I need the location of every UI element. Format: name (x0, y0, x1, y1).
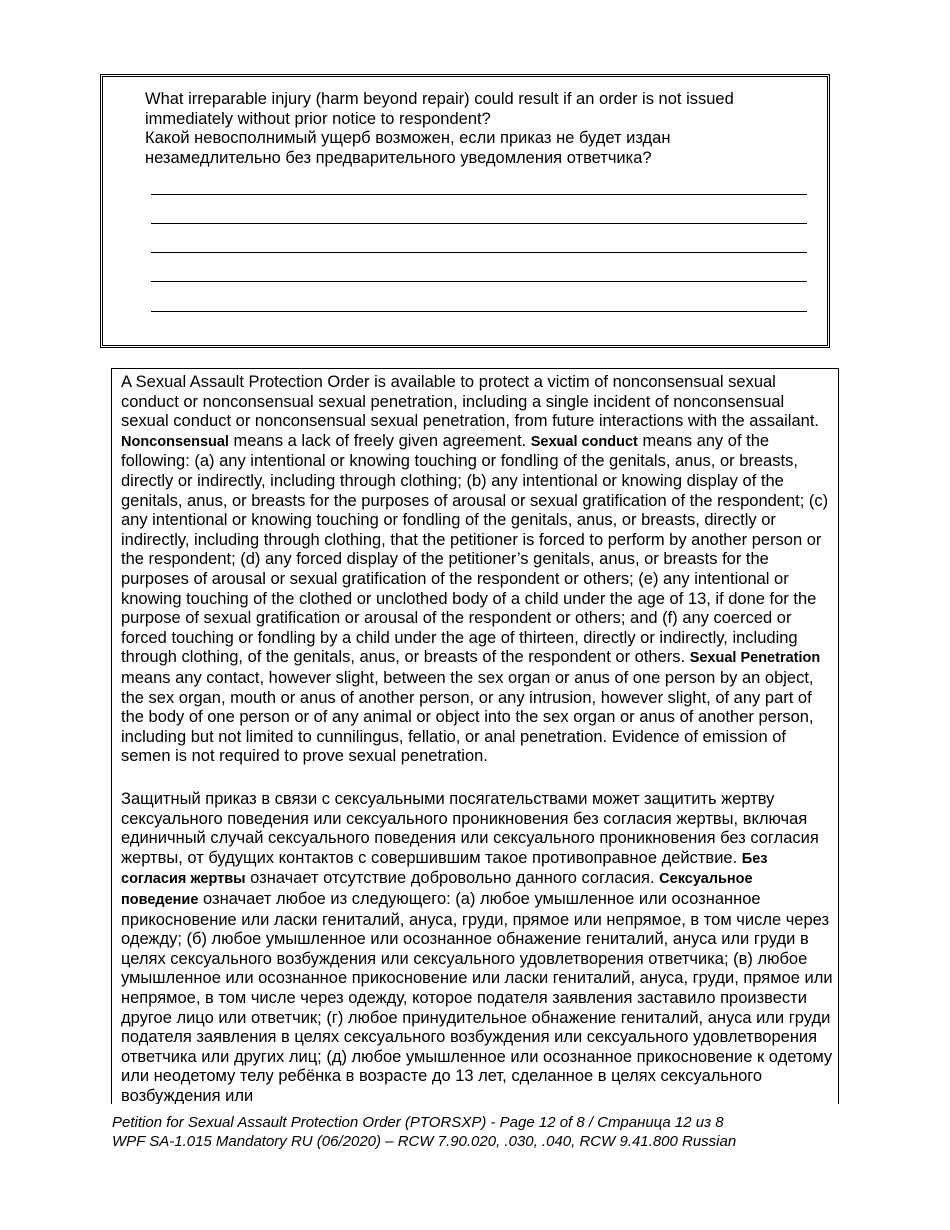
answer-line-5[interactable] (151, 311, 807, 312)
answer-line-2[interactable] (151, 223, 807, 224)
definition-nonconsensual: means a lack of freely given agreement. (228, 431, 531, 450)
definition-sexual-conduct-ru: означает любое из следующего: (а) любое умышленное или осознанное прикосновение или ласки гениталий, ануса, груди, прямое или непрямое, в том числе через одежду; (б) любое умышленное или осознанное обнажение гениталий, ануса или груди в целях сексуального возбуждения или сексуального удовлетворения ответчика; (в) любое умышленное или осознанное прикосновение или ласки гениталий, ануса, груди, прямое или непрямое, в том числе через одежду, которое подателя заявления заставило произвести другое лицо или ответчик; (г) любое принудительное обнажение гениталий, ануса или груди подателя заявления в целях сексуального возбуждения или сексуального удовлетворения ответчика или других лиц; (д) любое умышленное или осознанное прикосновение к одетому или неодетому телу ребёнка в возрасте до 13 лет, сделанное в целях сексуального возбуждения или (121, 889, 833, 1104)
term-nonconsent-ru: Без согласия жертвы (121, 850, 768, 888)
definitions-box (111, 368, 839, 1104)
answer-line-3[interactable] (151, 252, 807, 253)
answer-line-1[interactable] (151, 194, 807, 195)
injury-question-en: What irreparable injury (harm beyond repair) could result if an order is not issued immediately without prior notice to respondent? (145, 90, 734, 128)
definition-sexual-penetration: means any contact, however slight, between the sex organ or anus of one person by an object, the sex organ, mouth or anus of another person, or any intrusion, however slight, of any part of the body of one person or of any animal or object into the sex organ or anus of another person, including but not limited to cunnilingus, fellatio, or anal penetration. Evidence of emission of semen is not required to prove sexual penetration. (121, 668, 814, 766)
term-nonconsensual: Nonconsensual (121, 433, 229, 450)
footer-form-code: WPF SA-1.015 Mandatory RU (06/2020) – RCW 7.90.020, .030, .040, RCW 9.41.800 Russian (112, 1132, 737, 1150)
footer-form-title: Petition for Sexual Assault Protection Order (PTORSXP) - Page 12 of 8 / Страница 12 из 8 (112, 1114, 724, 1131)
definition-intro-en: A Sexual Assault Protection Order is available to protect a victim of nonconsensual sexual conduct or nonconsensual sexual penetration, including a single incident of nonconsensual sexual conduct or nonconsensual sexual penetration, from future interactions with the assailant. (121, 373, 819, 431)
term-sexual-conduct: Sexual conduct (530, 433, 638, 450)
injury-question-ru: Какой невосполнимый ущерб возможен, если приказ не будет издан незамедлительно без предварительного уведомления ответчика? (145, 129, 671, 167)
definition-sexual-conduct: means any of the following: (a) any intentional or knowing touching or fondling of the genitals, anus, or breasts, directly or indirectly, including through clothing; (b) any intentional or knowing display of the genitals, anus, or breasts for the purposes of arousal or sexual gratification of the respondent; (c) any intentional or knowing touching or fondling of the genitals, anus, or breasts, directly or indirectly, including through clothing, that the petitioner is forced to perform by another person or the respondent; (d) any forced display of the petitioner’s genitals, anus, or breasts for the purposes of arousal or sexual gratification of the respondent or others; (e) any intentional or knowing touching of the clothed or unclothed body of a child under the age of 13, if done for the purpose of sexual gratification or arousal of the respondent or others; and (f) any coerced or forced touching or fondling by a child under the age of thirteen, directly or indirectly, including through clothing, of the genitals, anus, or breasts of the respondent or others. (121, 431, 829, 667)
definitions-paragraph-ru (121, 790, 833, 1104)
term-sexual-conduct-ru: Сексуальное поведение (121, 871, 753, 908)
answer-line-4[interactable] (151, 281, 807, 282)
definition-intro-ru: Защитный приказ в связи с сексуальными посягательствами может защитить жертву сексуального поведения или сексуального проникновения без согласия жертвы, включая единичный случай сексуального поведения или сексуального проникновения без согласия жертвы, от будущих контактов с совершившим такое противоправное действие. (121, 790, 819, 867)
definition-nonconsent-ru: означает отсутствие добровольно данного согласия. (245, 869, 660, 888)
definitions-paragraph-en (121, 373, 833, 767)
term-sexual-penetration: Sexual Penetration (689, 650, 821, 667)
page-footer (112, 1114, 892, 1151)
irreparable-injury-box (100, 74, 830, 348)
